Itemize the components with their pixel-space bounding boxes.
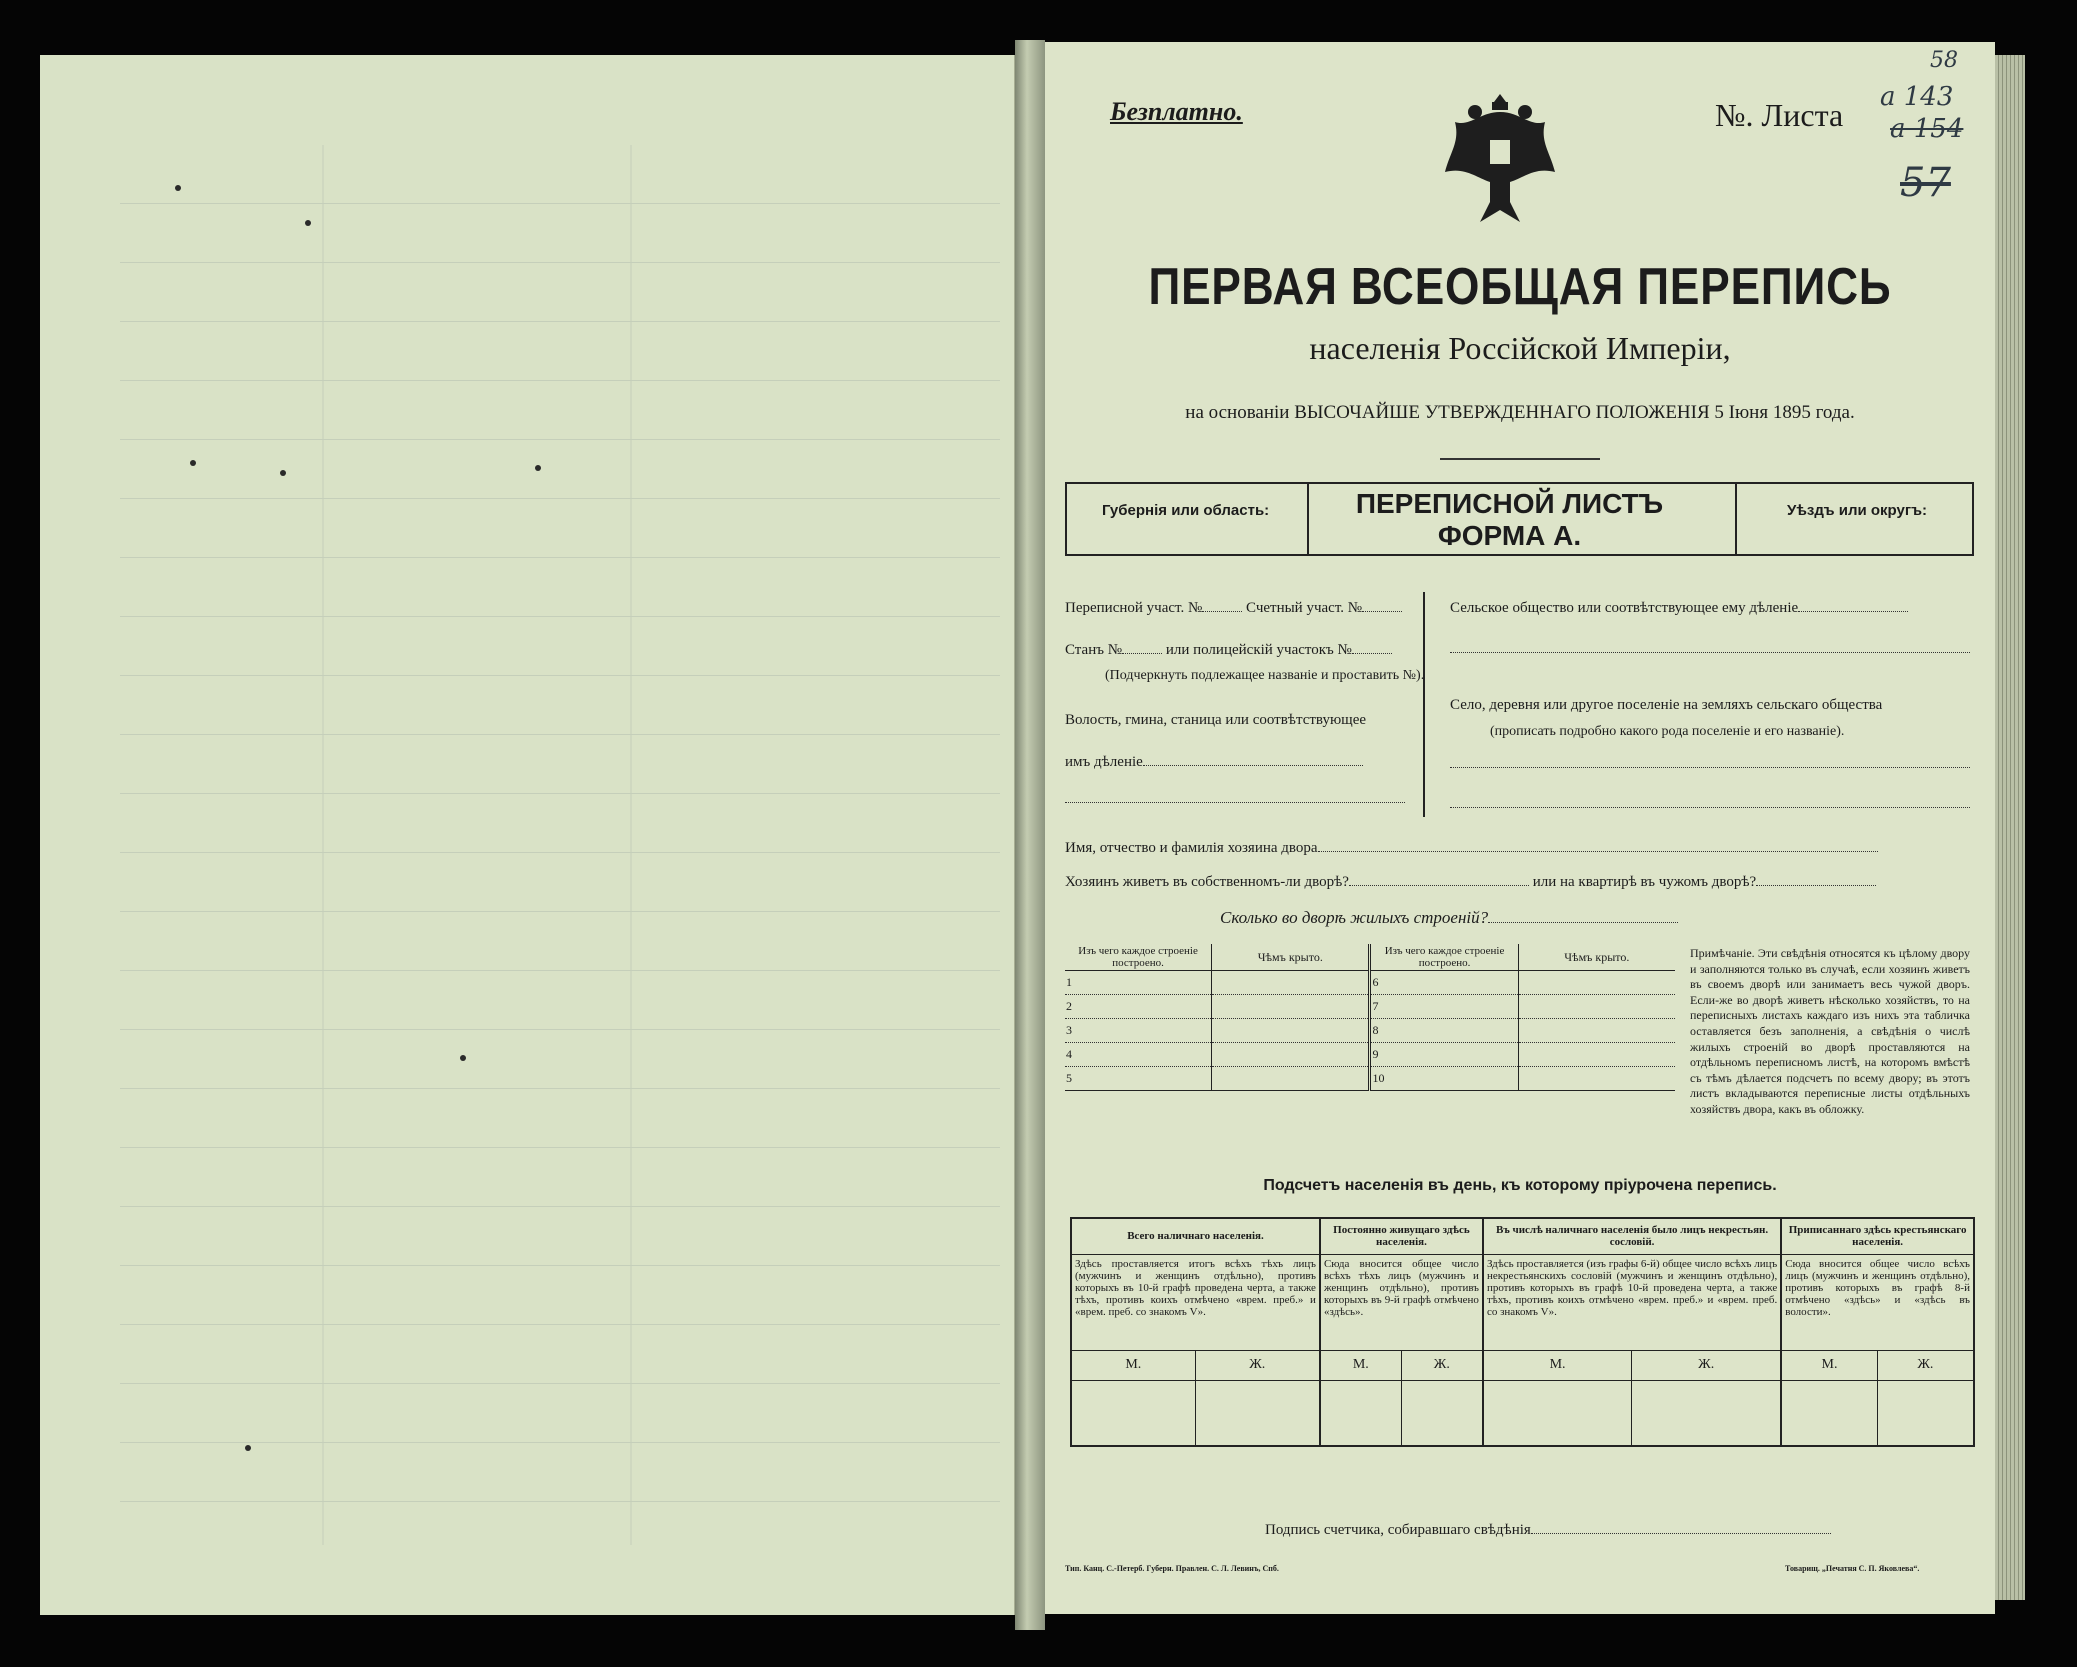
bleed-through-grid (120, 145, 1000, 1545)
form-header-box (1065, 482, 1974, 556)
sheet-number-handwritten: 58 (1930, 48, 1958, 73)
field-owner-name: Имя, отчество и фамилія хозяина двора (1065, 840, 1878, 857)
sheet-number-handwritten: а 154 (1890, 114, 1964, 144)
buildings-note: Примѣчаніе. Эти свѣдѣнія относятся къ цѣлому двору и заполняются только въ случаѣ, если хозяинъ живетъ въ своемъ дворѣ или занимаетъ весь чужой дворъ. Если-же во дворѣ живетъ нѣсколько хозяйствъ, то на переписныхъ листахъ каждаго изъ нихъ эта табличка оставляется безъ заполненія, а свѣдѣнія о числѣ жилыхъ строеній во дворѣ проставляются на отдѣльномъ переписномъ листѣ, на которомъ вмѣстѣ съ тѣмъ дѣлается подсчетъ по всему двору; въ этотъ листъ вкладываются переписные листы отдѣльныхъ хозяйствъ двора, какъ въ обложку. (1690, 946, 1970, 1116)
ink-speck (535, 465, 541, 471)
buildings-table: Изъ чего каждое строеніе построено. Чѣмъ крыто. Изъ чего каждое строеніе построено. Чѣмъ крыто. 1 6 2 7 3 8 4 9 5 10 (1065, 944, 1675, 1091)
field-obshestvo: Сельское общество или соотвѣтствующее ему дѣленіе (1450, 600, 1908, 617)
sheet-number-handwritten: а 143 (1880, 82, 1954, 112)
field-divider (1423, 592, 1425, 817)
double-headed-eagle-emblem (1440, 82, 1560, 227)
count-title: Подсчетъ населенія въ день, къ которому пріурочена перепись. (1263, 1177, 1777, 1194)
field-census-area: Переписной участ. № Счетный участ. № (1065, 600, 1402, 617)
ink-speck (280, 470, 286, 476)
field-stan-note: (Подчеркнуть подлежащее названіе и проставить №). (1105, 668, 1425, 683)
sheet-number-label: №. Листа (1715, 97, 1844, 133)
sheet-number-handwritten: 57 (1900, 160, 1951, 206)
gubernia-label: Губернія или область: (1102, 502, 1270, 519)
ink-speck (175, 185, 181, 191)
census-form-page (1045, 42, 1995, 1614)
uezd-label: Уѣздъ или округъ: (1787, 502, 1928, 519)
field-own-yard: Хозяинъ живетъ въ собственномъ-ли дворѣ? или на квартирѣ въ чужомъ дворѣ? (1065, 874, 1876, 891)
census-title: ПЕРВАЯ ВСЕОБЩАЯ ПЕРЕПИСЬ (1148, 258, 1892, 316)
population-count-table: Всего наличнаго населенія. Постоянно живущаго здѣсь населенія. Въ числѣ наличнаго населенія было лицъ некрестьян. сословій. Приписаннаго здѣсь крестьянскаго населенія. Здѣсь проставляется итогъ всѣхъ тѣхъ лицъ (мужчинъ и женщинъ отдѣльно), противъ которыхъ въ 10-й графѣ проведена черта, а также тѣхъ, противъ коихъ отмѣчено «врем. преб.» и «врем. преб. со знакомъ V». Сюда вносится общее число всѣхъ тѣхъ лицъ (мужчинъ и женщинъ отдѣльно), противъ которыхъ въ 9-й графѣ отмѣчено «здѣсь». Здѣсь проставляется (изъ графы 6-й) общее число всѣхъ лицъ некрестьянскихъ сословій (мужчинъ и женщинъ отдѣльно), противъ которыхъ въ графѣ 10-й проведена черта, а также тѣхъ, противъ коихъ отмѣчено «врем. преб.» и «врем. преб. со знакомъ V». Сюда вносится общее число всѣхъ лицъ (мужчинъ и женщинъ отдѣльно), противъ которыхъ въ графѣ 8-й отмѣчено «здѣсь» и «здѣсь въ волости». М. Ж. М. Ж. М. Ж. М. Ж. (1070, 1217, 1975, 1447)
census-basis: на основаніи ВЫСОЧАЙШЕ УТВЕРЖДЕННАГО ПОЛОЖЕНІЯ 5 Іюня 1895 года. (1185, 402, 1855, 423)
blank-line (1450, 652, 1970, 653)
ink-speck (460, 1055, 466, 1061)
field-delenie: имъ дѣленіе (1065, 754, 1363, 771)
signature-field: Подпись счетчика, собиравшаго свѣдѣнія (1265, 1522, 1831, 1539)
ink-speck (305, 220, 311, 226)
ornament-divider (1440, 458, 1600, 460)
field-stan: Станъ № или полицейскій участокъ № (1065, 642, 1392, 659)
left-page (40, 55, 1015, 1615)
ink-speck (190, 460, 196, 466)
blank-line (1065, 802, 1405, 803)
field-buildings: Сколько во дворѣ жилыхъ строеній? (1220, 908, 1678, 928)
blank-line (1450, 767, 1970, 768)
blank-line (1450, 807, 1970, 808)
page-edges (1995, 55, 2025, 1600)
field-volost: Волость, гмина, станица или соотвѣтствующее (1065, 712, 1367, 728)
ink-speck (245, 1445, 251, 1451)
census-subtitle: населенія Россійской Имперіи, (1309, 330, 1731, 366)
printer-imprint-right: Товарищ. „Печатня С. П. Яковлева“. (1785, 1564, 1920, 1573)
form-title: ФОРМА А. (1437, 520, 1582, 551)
field-selo: Село, деревня или другое поселеніе на земляхъ сельскаго общества (1450, 697, 1883, 713)
printer-imprint-left: Тип. Канц. С.-Петерб. Губерн. Правлен. С. Л. Левинъ, Спб. (1065, 1564, 1279, 1573)
list-title: ПЕРЕПИСНОЙ ЛИСТЪ (1355, 488, 1664, 519)
free-label: Безплатно. (1110, 97, 1243, 126)
book-spine (1015, 40, 1045, 1630)
field-selo-note: (прописать подробно какого рода поселеніе и его названіе). (1490, 724, 1845, 739)
